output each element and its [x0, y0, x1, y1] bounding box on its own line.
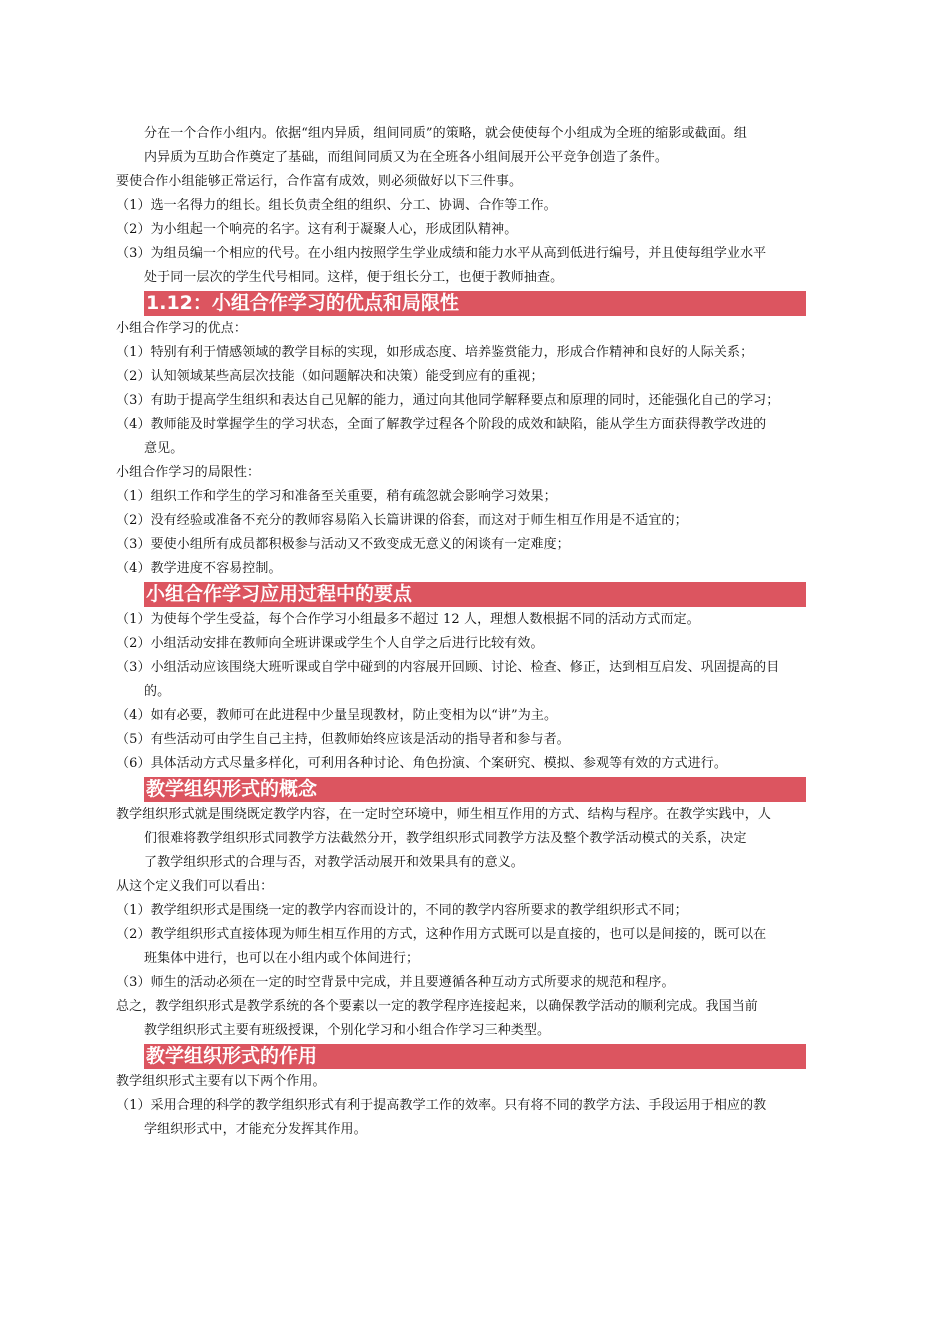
list-item: （4）教学进度不容易控制。: [116, 561, 282, 576]
list-item: （4）如有必要，教师可在此进程中少量呈现教材，防止变相为以“讲”为主。: [116, 708, 558, 723]
paragraph-line: 分在一个合作小组内。依据“组内异质，组间同质”的策略，就会使使每个小组成为全班的缩影或截面。组: [144, 126, 747, 141]
list-item-continuation: 班集体中进行，也可以在小组内或个体间进行；: [144, 951, 420, 966]
paragraph-line: 教学组织形式就是围绕既定教学内容，在一定时空环境中，师生相互作用的方式、结构与程序。在教学实践中，人: [116, 807, 772, 822]
paragraph-line: 内异质为互助合作奠定了基础，而组间同质又为在全班各小组间展开公平竞争创造了条件。: [144, 150, 669, 165]
section-heading-function: 教学组织形式的作用: [144, 1044, 806, 1069]
list-item: （3）为组员编一个相应的代号。在小组内按照学生学业成绩和能力水平从高到低进行编号，并且使每组学业水平: [116, 246, 767, 261]
list-item: （1）特别有利于情感领域的教学目标的实现，如形成态度、培养鉴赏能力，形成合作精神和良好的人际关系；: [116, 345, 754, 360]
paragraph-line: 要使合作小组能够正常运行，合作富有成效，则必须做好以下三件事。: [116, 174, 523, 189]
list-item: （5）有些活动可由学生自己主持，但教师始终应该是活动的指导者和参与者。: [116, 732, 570, 747]
section-heading-concept: 教学组织形式的概念: [144, 777, 806, 802]
list-item: （2）小组活动安排在教师向全班讲课或学生个人自学之后进行比较有效。: [116, 636, 544, 651]
list-item-continuation: 意见。: [144, 441, 184, 456]
section-heading-advantages-limitations: 1.12：小组合作学习的优点和局限性: [144, 291, 806, 316]
list-item-continuation: 的。: [144, 684, 171, 699]
list-item: （1）教学组织形式是围绕一定的教学内容而设计的，不同的教学内容所要求的教学组织形式不同；: [116, 903, 688, 918]
list-item: （2）为小组起一个响亮的名字。这有利于凝聚人心，形成团队精神。: [116, 222, 518, 237]
list-item: （3）小组活动应该围绕大班听课或自学中碰到的内容展开回顾、讨论、检查、修正，达到相互启发、巩固提高的目: [116, 660, 780, 675]
list-item: （1）组织工作和学生的学习和准备至关重要，稍有疏忽就会影响学习效果；: [116, 489, 557, 504]
list-item: （2）认知领域某些高层次技能（如问题解决和决策）能受到应有的重视；: [116, 369, 544, 384]
list-item: （3）有助于提高学生组织和表达自己见解的能力，通过向其他同学解释要点和原理的同时，还能强化自己的学习；: [116, 393, 780, 408]
paragraph-line: 教学组织形式主要有班级授课，个别化学习和小组合作学习三种类型。: [144, 1023, 551, 1038]
list-item: （6）具体活动方式尽量多样化，可利用各种讨论、角色扮演、个案研究、模拟、参观等有效的方式进行。: [116, 756, 727, 771]
paragraph-line: 总之，教学组织形式是教学系统的各个要素以一定的教学程序连接起来，以确保教学活动的顺利完成。我国当前: [116, 999, 758, 1014]
list-item: （2）没有经验或准备不充分的教师容易陷入长篇讲课的俗套，而这对于师生相互作用是不适宜的；: [116, 513, 688, 528]
paragraph-line: 们很难将教学组织形式同教学方法截然分开，教学组织形式同教学方法及整个教学活动模式的关系，决定: [144, 831, 747, 846]
limitations-label: 小组合作学习的局限性：: [116, 465, 261, 480]
list-item: （1）选一名得力的组长。组长负责全组的组织、分工、协调、合作等工作。: [116, 198, 557, 213]
paragraph-line: 了教学组织形式的合理与否，对教学活动展开和效果具有的意义。: [144, 855, 524, 870]
list-item: （1）为使每个学生受益，每个合作学习小组最多不超过 12 人，理想人数根据不同的活动方式而定。: [116, 612, 700, 627]
list-item-continuation: 学组织形式中，才能充分发挥其作用。: [144, 1122, 367, 1137]
list-item: （2）教学组织形式直接体现为师生相互作用的方式，这种作用方式既可以是直接的，也可以是间接的，既可以在: [116, 927, 767, 942]
list-item: （3）师生的活动必须在一定的时空背景中完成，并且要遵循各种互动方式所要求的规范和程序。: [116, 975, 675, 990]
paragraph-line: 教学组织形式主要有以下两个作用。: [116, 1074, 326, 1089]
definition-label: 从这个定义我们可以看出：: [116, 879, 274, 894]
list-item-continuation: 处于同一层次的学生代号相同。这样，便于组长分工，也便于教师抽查。: [144, 270, 564, 285]
section-heading-key-points: 小组合作学习应用过程中的要点: [144, 582, 806, 607]
list-item: （1）采用合理的科学的教学组织形式有利于提高教学工作的效率。只有将不同的教学方法、手段运用于相应的教: [116, 1098, 767, 1113]
document-body: [116, 122, 810, 1142]
list-item: （4）教师能及时掌握学生的学习状态，全面了解教学过程各个阶段的成效和缺陷，能从学生方面获得教学改进的: [116, 417, 767, 432]
list-item: （3）要使小组所有成员都积极参与活动又不致变成无意义的闲谈有一定难度；: [116, 537, 570, 552]
advantages-label: 小组合作学习的优点：: [116, 321, 248, 336]
